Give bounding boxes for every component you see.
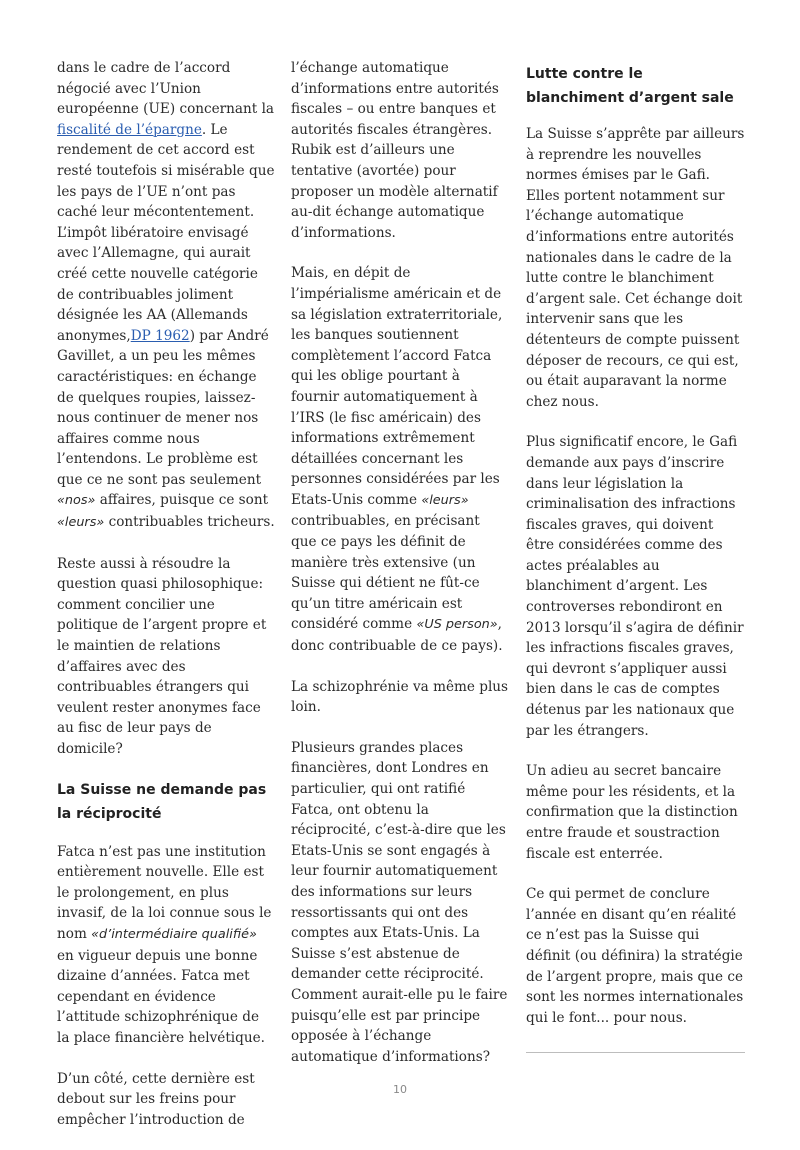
paragraph: l’échange automatique d’informations entre autorités fiscales – ou entre banques et autorités fiscales étrangères. Rubik est d’ailleurs une tentative (avortée) pour proposer un modèle alternatif au-dit échange automatique d’informations. [291, 60, 499, 241]
paragraph: La Suisse s’apprête par ailleurs à reprendre les nouvelles normes émises par le Gafi. Elles portent notamment sur l’échange automatique d’informations entre autorités nationales dans le cadre de la lutte contre le blanchiment d’argent sale. Cet échange doit intervenir sans que les détenteurs de compte puissent déposer de recours, ce qui est, ou était auparavant la norme chez nous. [526, 126, 745, 410]
paragraph: Plus significatif encore, le Gafi demande aux pays d’inscrire dans leur législation la criminalisation des infractions fiscales graves, qui doivent être considérées comme des actes préalables au blanchiment d’argent. Les controverses rebondiront en 2013 lorsqu’il s’agira de définir les infractions fiscales graves, qui devront s’appliquer aussi bien dans le cas de comptes détenus par les nationaux que par les étrangers. [526, 434, 744, 739]
link-fiscalite-epargne[interactable]: fiscalité de l’épargne [57, 121, 202, 138]
paragraph: Ce qui permet de conclure l’année en disant qu’en réalité ce n’est pas la Suisse qui définit (ou définira) la stratégie de l’argent propre, mais que ce sont les normes internationales qui le font... pour nous. [526, 886, 744, 1026]
paragraph: D’un côté, cette dernière est debout sur les freins pour empêcher l’introduction de [57, 1070, 255, 1128]
paragraph: Fatca n’est pas une institution entièrement nouvelle. Elle est le prolongement, en plus invasif, de la loi connue sous le nom «d’intermédiaire qualifié» en vigueur depuis une bonne dizaine d’années. Fatca met cependant en évidence l’attitude schizophrénique de la place financière helvétique. [57, 843, 272, 1046]
section-heading: La Suisse ne demande pas la réciprocité [57, 781, 267, 822]
link-dp-1962[interactable]: DP 1962 [130, 327, 190, 344]
end-divider [526, 1052, 745, 1053]
page-number: 10 [393, 1083, 407, 1096]
section-heading: Lutte contre le blanchiment d’argent sale [526, 66, 734, 106]
paragraph: Mais, en dépit de l’impérialisme américain et de sa législation extraterritoriale, les banques soutiennent complètement l’accord Fatca qui les oblige pourtant à fournir automatiquement à l’IRS (le fisc américain) des informations extrêmement détaillées concernant les personnes considérées par les Etats-Unis comme «leurs» contribuables, en précisant que ce pays les définit de manière très extensive (un Suisse qui détient ne fût-ce qu’un titre américain est considéré comme «US person», donc contribuable de ce pays). [291, 265, 503, 655]
paragraph: Un adieu au secret bancaire même pour les résidents, et la confirmation que la distinction entre fraude et soustraction fiscale est enterrée. [526, 763, 738, 862]
paragraph: dans le cadre de l’accord négocié avec l’Union européenne (UE) concernant la fiscalité de l’épargne. Le rendement de cet accord est resté toutefois si misérable que les pays de l’UE n’ont pas caché leur mécontentement. L’impôt libératoire envisagé avec l’Allemagne, qui aurait créé cette nouvelle catégorie de contribuables joliment désignée les AA (Allemands anonymes,DP 1962) par André Gavillet, a un peu les mêmes caractéristiques: en échange de quelques roupies, laissez-nous continuer de mener nos affaires comme nous l’entendons. Le problème est que ce ne sont pas seulement «nos» affaires, puisque ce sont «leurs» contribuables tricheurs. [57, 60, 275, 531]
paragraph: Plusieurs grandes places financières, dont Londres en particulier, qui ont ratifié Fatca, ont obtenu la réciprocité, c’est-à-dire que les Etats-Unis se sont engagés à leur fournir automatiquement des informations sur leurs ressortissants qui ont des comptes aux Etats-Unis. La Suisse s’est abstenue de demander cette réciprocité. Comment aurait-elle pu le faire puisqu’elle est par principe opposée à l’échange automatique d’informations? [291, 739, 508, 1065]
column-2 [291, 58, 509, 1087]
column-3 [526, 58, 745, 1053]
paragraph: Reste aussi à résoudre la question quasi philosophique: comment concilier une politique de l’argent propre et le maintien de relations d’affaires avec des contribuables étrangers qui veulent rester anonymes face au fisc de leur pays de domicile? [57, 555, 267, 757]
column-1 [57, 58, 275, 1150]
paragraph: La schizophrénie va même plus loin. [291, 678, 509, 716]
